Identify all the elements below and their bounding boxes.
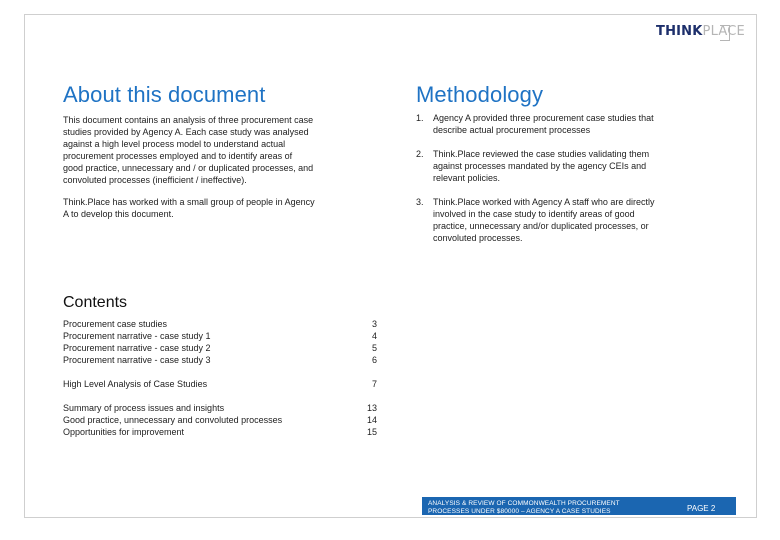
- contents-label: Good practice, unnecessary and convoluted processes: [63, 415, 283, 425]
- contents-page-number: 14: [366, 415, 377, 425]
- text-line: studies provided by Agency A. Each case study was analysed: [63, 127, 309, 137]
- contents-page-number: 3: [371, 319, 377, 329]
- text-line: good practice, unnecessary and / or duplicated processes, and: [63, 163, 314, 173]
- logo-bracket-icon: [720, 25, 730, 41]
- contents-page-number: 4: [371, 331, 377, 341]
- about-paragraph-2: [63, 196, 363, 220]
- contents-page-number: 6: [371, 355, 377, 365]
- contents-page-number: 13: [366, 403, 377, 413]
- contents-label: Summary of process issues and insights: [63, 403, 225, 413]
- text-line: involved in the case study to identify areas of good: [433, 209, 635, 219]
- logo-part-place: PLACE: [702, 24, 745, 39]
- text-line: Think.Place reviewed the case studies validating them: [433, 149, 650, 159]
- item-number: 3.: [416, 197, 424, 207]
- footer-document-title: [428, 500, 668, 516]
- contents-label: Procurement narrative - case study 1: [63, 331, 211, 341]
- about-paragraph-1: [63, 114, 363, 186]
- contents-label: High Level Analysis of Case Studies: [63, 379, 208, 389]
- text-line: procurement processes employed and to identify areas of: [63, 151, 293, 161]
- about-title: About this document: [63, 82, 266, 107]
- text-line: Think.Place worked with Agency A staff who are directly: [433, 197, 655, 207]
- item-number: 1.: [416, 113, 424, 123]
- text-line: relevant policies.: [433, 173, 501, 183]
- contents-title: Contents: [63, 294, 128, 311]
- contents-page-number: 7: [371, 379, 377, 389]
- contents-label: Procurement narrative - case study 2: [63, 343, 211, 353]
- text-line: convoluted processes.: [433, 233, 523, 243]
- contents-label: Opportunities for improvement: [63, 427, 185, 437]
- text-line: Agency A provided three procurement case studies that: [433, 113, 654, 123]
- text-line: convoluted processes (inefficient / ineffective).: [63, 175, 247, 185]
- text-line: against processes mandated by the agency CEIs and: [433, 161, 647, 171]
- text-line: PROCESSES UNDER $80000 – AGENCY A CASE STUDIES: [428, 508, 611, 515]
- text-line: practice, unnecessary and/or duplicated processes, or: [433, 221, 649, 231]
- text-line: Think.Place has worked with a small group of people in Agency: [63, 197, 315, 207]
- text-line: A to develop this document.: [63, 209, 174, 219]
- footer-page-number: PAGE 2: [687, 504, 716, 513]
- logo-part-think: THINK: [656, 24, 703, 39]
- contents-label: Procurement narrative - case study 3: [63, 355, 211, 365]
- contents-page-number: 5: [371, 343, 377, 353]
- contents-page-number: 15: [366, 427, 377, 437]
- methodology-title: Methodology: [416, 82, 544, 107]
- text-line: ANALYSIS & REVIEW OF COMMONWEALTH PROCUREMENT: [428, 500, 620, 507]
- text-line: describe actual procurement processes: [433, 125, 591, 135]
- text-line: against a high level process model to understand actual: [63, 139, 286, 149]
- thinkplace-logo: [656, 24, 745, 39]
- contents-label: Procurement case studies: [63, 319, 168, 329]
- item-number: 2.: [416, 149, 424, 159]
- text-line: This document contains an analysis of three procurement case: [63, 115, 314, 125]
